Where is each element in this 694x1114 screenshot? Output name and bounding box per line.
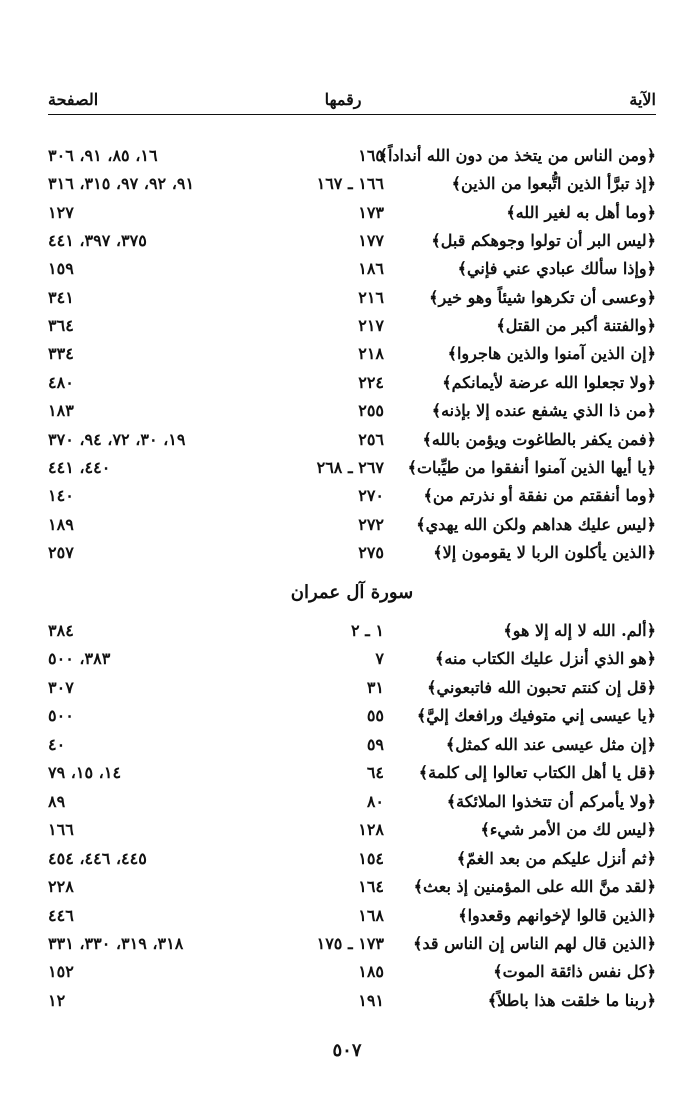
- table-row: [48, 539, 656, 567]
- page-references: ٤٠: [48, 734, 66, 754]
- page-references: ٩١، ٩٢، ٩٧، ٣١٥، ٣١٦: [48, 174, 195, 194]
- ayah-text: ﴿إن الذين آمنوا والذين هاجروا﴾: [447, 344, 656, 364]
- table-row: [48, 199, 656, 227]
- ayah-number: ٢١٨: [358, 344, 384, 364]
- page-references: ٢٢٨: [48, 877, 74, 897]
- table-header: [48, 88, 656, 115]
- page-references: ٣٠٧: [48, 677, 74, 697]
- table-row: [48, 426, 656, 454]
- ayah-text: ﴿ولا يأمركم أن تتخذوا الملائكة﴾: [446, 791, 656, 811]
- ayah-text: ﴿لقد منَّ الله على المؤمنين إذ بعث﴾: [413, 877, 656, 897]
- ayah-number: ١٨٦: [358, 259, 384, 279]
- table-row: [48, 645, 656, 673]
- page-references: ١٢: [48, 990, 66, 1010]
- ayah-number: ٢٧٥: [358, 542, 384, 562]
- ayah-text: ﴿ولا تجعلوا الله عرضة لأيمانكم﴾: [442, 372, 656, 392]
- ayah-text: ﴿يا أيها الذين آمنوا أنفقوا من طيِّبات﴾: [407, 457, 656, 477]
- ayah-text: ﴿والفتنة أكبر من القتل﴾: [496, 316, 656, 336]
- ayah-text: ﴿وما أهل به لغير الله﴾: [506, 202, 656, 222]
- ayah-text: ﴿ألم. الله لا إله إلا هو﴾: [503, 621, 656, 640]
- ayah-text: ﴿إذ تبرَّأ الذين اتُّبعوا من الذين﴾: [451, 174, 656, 194]
- table-row: [48, 845, 656, 873]
- ayah-number: ٢٥٦: [358, 429, 384, 449]
- table-row: [48, 873, 656, 901]
- page-references: ٣١٨، ٣١٩، ٣٣٠، ٣٣١: [48, 933, 184, 953]
- table-row: [48, 227, 656, 255]
- page-references: ١٥٢: [48, 962, 74, 982]
- header-ayah-label: الآية: [629, 90, 656, 109]
- table-row: [48, 369, 656, 397]
- page-references: ١٨٩: [48, 514, 74, 534]
- header-page-label: الصفحة: [48, 90, 99, 109]
- header-number-label: رقمها: [324, 90, 362, 109]
- table-row: [48, 702, 656, 730]
- page-references: ١٤٠: [48, 486, 74, 506]
- ayah-number: ٥٩: [366, 734, 384, 754]
- table-row: [48, 617, 656, 645]
- page-references: ٣٧٥، ٣٩٧، ٤٤١: [48, 231, 147, 251]
- ayah-number: ٧: [375, 649, 384, 669]
- table-row: [48, 788, 656, 816]
- page-references: ٣٨٤: [48, 621, 74, 640]
- table-row: [48, 816, 656, 844]
- ayah-number: ١٢٨: [358, 820, 384, 840]
- ayah-text: ﴿ربنا ما خلقت هذا باطلاً﴾: [487, 990, 656, 1010]
- ayah-text: ﴿الذين قالوا لإخوانهم وقعدوا﴾: [458, 905, 656, 925]
- table-row: [48, 674, 656, 702]
- surah-title: سورة آل عمران: [290, 582, 414, 603]
- page-references: ٣٦٤: [48, 316, 74, 336]
- ayah-number: ١٨٥: [358, 962, 384, 982]
- ayah-text: ﴿إن مثل عيسى عند الله كمثل﴾: [445, 734, 656, 754]
- ayah-number: ١٧٧: [358, 231, 384, 251]
- ayah-text: ﴿وإذا سألك عبادي عني فإني﴾: [457, 259, 656, 279]
- ayah-text: ﴿ليس لك من الأمر شيء﴾: [480, 820, 656, 840]
- ayah-number: ٣١: [366, 677, 384, 697]
- ayah-text: ﴿يا عيسى إني متوفيك ورافعك إليَّ﴾: [416, 706, 656, 726]
- table-row: [48, 987, 656, 1015]
- ayah-number: ١٩١: [358, 990, 384, 1010]
- table-row: [48, 482, 656, 510]
- ayah-number: ١٧٣ ـ ١٧٥: [316, 933, 384, 953]
- table-row: [48, 142, 656, 170]
- ayah-text: ﴿ليس البر أن تولوا وجوهكم قبل﴾: [431, 231, 656, 251]
- ayah-number: ١٧٣: [358, 202, 384, 222]
- page-references: ١٥٩: [48, 259, 74, 279]
- table-row: [48, 397, 656, 425]
- page-references: ٤٤٦: [48, 905, 74, 925]
- table-row: [48, 930, 656, 958]
- ayah-number: ٢٥٥: [358, 401, 384, 421]
- ayah-text: ﴿ليس عليك هداهم ولكن الله يهدي﴾: [416, 514, 656, 534]
- ayah-number: ١ ـ ٢: [350, 621, 384, 640]
- ayah-number: ٦٤: [366, 763, 384, 783]
- page-number: ٥٠٧: [332, 1040, 362, 1061]
- ayah-text: ﴿الذين قال لهم الناس إن الناس قد﴾: [413, 933, 656, 953]
- ayah-number: ٥٥: [366, 706, 384, 726]
- ayah-number: ٢٦٧ ـ ٢٦٨: [316, 457, 384, 477]
- ayah-text: ﴿قل إن كنتم تحبون الله فاتبعوني﴾: [427, 677, 656, 697]
- ayah-number: ١٦٤: [358, 877, 384, 897]
- page-references: ٣٤١: [48, 287, 74, 307]
- ayah-text: ﴿ومن الناس من يتخذ من دون الله أنداداً﴾: [378, 146, 656, 165]
- table-row: [48, 340, 656, 368]
- page-references: ٢٥٧: [48, 542, 74, 562]
- ayah-text: ﴿ثم أنزل عليكم من بعد الغمّ﴾: [456, 848, 656, 868]
- ayah-text: ﴿هو الذي أنزل عليك الكتاب منه﴾: [435, 649, 656, 669]
- table-row: [48, 255, 656, 283]
- table-row: [48, 958, 656, 986]
- table-row: [48, 284, 656, 312]
- table-row: [48, 902, 656, 930]
- page-references: ٣٨٣، ٥٠٠: [48, 649, 111, 669]
- ayah-text: ﴿قل يا أهل الكتاب تعالوا إلى كلمة﴾: [418, 763, 656, 783]
- ayah-number: ٨٠: [366, 791, 384, 811]
- page-references: ١٢٧: [48, 202, 74, 222]
- ayah-number: ١٦٦ ـ ١٦٧: [316, 174, 384, 194]
- ayah-number: ٢٧٢: [358, 514, 384, 534]
- table-row: [48, 170, 656, 198]
- table-row: [48, 511, 656, 539]
- ayah-number: ٢١٧: [358, 316, 384, 336]
- ayah-text: ﴿وعسى أن تكرهوا شيئاً وهو خير﴾: [429, 287, 656, 307]
- table-row: [48, 759, 656, 787]
- ayah-text: ﴿فمن يكفر بالطاغوت ويؤمن بالله﴾: [422, 429, 656, 449]
- ayah-number: ٢٢٤: [358, 372, 384, 392]
- table-row: [48, 312, 656, 340]
- ayah-number: ١٦٥: [358, 146, 384, 165]
- page-references: ١٤، ١٥، ٧٩: [48, 763, 122, 783]
- page-references: ٤٤٠، ٤٤١: [48, 457, 111, 477]
- ayah-number: ٢١٦: [358, 287, 384, 307]
- page-references: ٤٤٥، ٤٤٦، ٤٥٤: [48, 848, 147, 868]
- ayah-number: ١٦٨: [358, 905, 384, 925]
- page-references: ٥٠٠: [48, 706, 74, 726]
- ayah-text: ﴿كل نفس ذائقة الموت﴾: [493, 962, 656, 982]
- page-references: ٤٨٠: [48, 372, 74, 392]
- ayah-number: ١٥٤: [358, 848, 384, 868]
- page-references: ٣٣٤: [48, 344, 74, 364]
- ayah-text: ﴿الذين يأكلون الربا لا يقومون إلا﴾: [433, 542, 656, 562]
- page-references: ١٦٦: [48, 820, 74, 840]
- page-references: ١٦، ٨٥، ٩١، ٣٠٦: [48, 146, 158, 165]
- page-references: ٨٩: [48, 791, 66, 811]
- ayah-text: ﴿وما أنفقتم من نفقة أو نذرتم من﴾: [423, 486, 656, 506]
- table-row: [48, 454, 656, 482]
- table-row: [48, 731, 656, 759]
- ayah-number: ٢٧٠: [358, 486, 384, 506]
- ayah-text: ﴿من ذا الذي يشفع عنده إلا بإذنه﴾: [431, 401, 656, 421]
- page-references: ١٩، ٣٠، ٧٢، ٩٤، ٣٧٠: [48, 429, 186, 449]
- page-references: ١٨٣: [48, 401, 74, 421]
